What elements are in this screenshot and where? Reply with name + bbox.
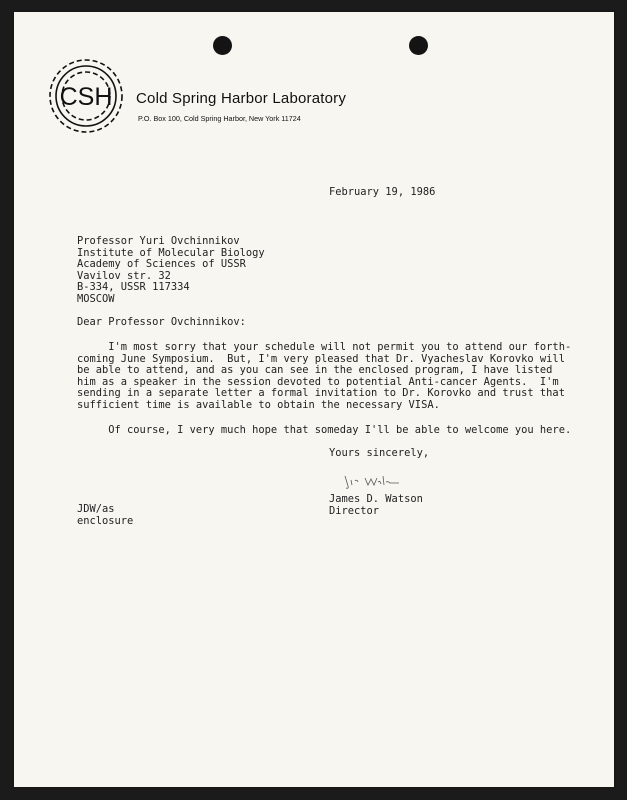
body-line: Of course, I very much hope that someday I'll be able to welcome you here. xyxy=(77,424,572,436)
recipient-line: Professor Yuri Ovchinnikov xyxy=(77,235,240,247)
recipient-line: Academy of Sciences of USSR xyxy=(77,258,246,271)
csh-logo-icon xyxy=(46,56,126,136)
body-line: sufficient time is available to obtain the necessary VISA. xyxy=(77,398,440,411)
reference-initials: JDW/as xyxy=(77,503,115,515)
closing: Yours sincerely, xyxy=(329,447,430,459)
signer-block xyxy=(329,494,423,517)
body-line: him as a speaker in the session devoted to potential Anti-cancer Agents. I'm xyxy=(77,375,559,388)
reference-block xyxy=(77,504,133,527)
lab-name: Cold Spring Harbor Laboratory xyxy=(136,90,347,107)
letter-page xyxy=(14,12,614,787)
recipient-line: Institute of Molecular Biology xyxy=(77,246,265,259)
recipient-address xyxy=(77,236,265,306)
lab-address: P.O. Box 100, Cold Spring Harbor, New York 11724 xyxy=(138,114,301,123)
letter-date: February 19, 1986 xyxy=(329,186,436,198)
salutation: Dear Professor Ovchinnikov: xyxy=(77,316,246,328)
body-line: be able to attend, and as you can see in the enclosed program, I have listed xyxy=(77,364,553,377)
body-line: I'm most sorry that your schedule will not permit you to attend our forth- xyxy=(77,341,572,353)
signer-title: Director xyxy=(329,504,380,517)
body-paragraph-2 xyxy=(77,425,571,437)
signer-name: James D. Watson xyxy=(329,493,423,505)
body-line: coming June Symposium. But, I'm very pleased that Dr. Vyacheslav Korovko will xyxy=(77,352,565,365)
recipient-line: Vavilov str. 32 xyxy=(77,269,171,282)
enclosure-note: enclosure xyxy=(77,514,134,527)
logo-text: CSH xyxy=(59,83,113,111)
recipient-line: B-334, USSR 117334 xyxy=(77,281,190,294)
signature xyxy=(341,470,401,492)
punch-hole-left xyxy=(213,36,232,55)
recipient-line: MOSCOW xyxy=(77,292,115,305)
punch-hole-right xyxy=(409,36,428,55)
body-paragraph-1 xyxy=(77,342,571,412)
body-line: sending in a separate letter a formal invitation to Dr. Korovko and trust that xyxy=(77,387,565,400)
